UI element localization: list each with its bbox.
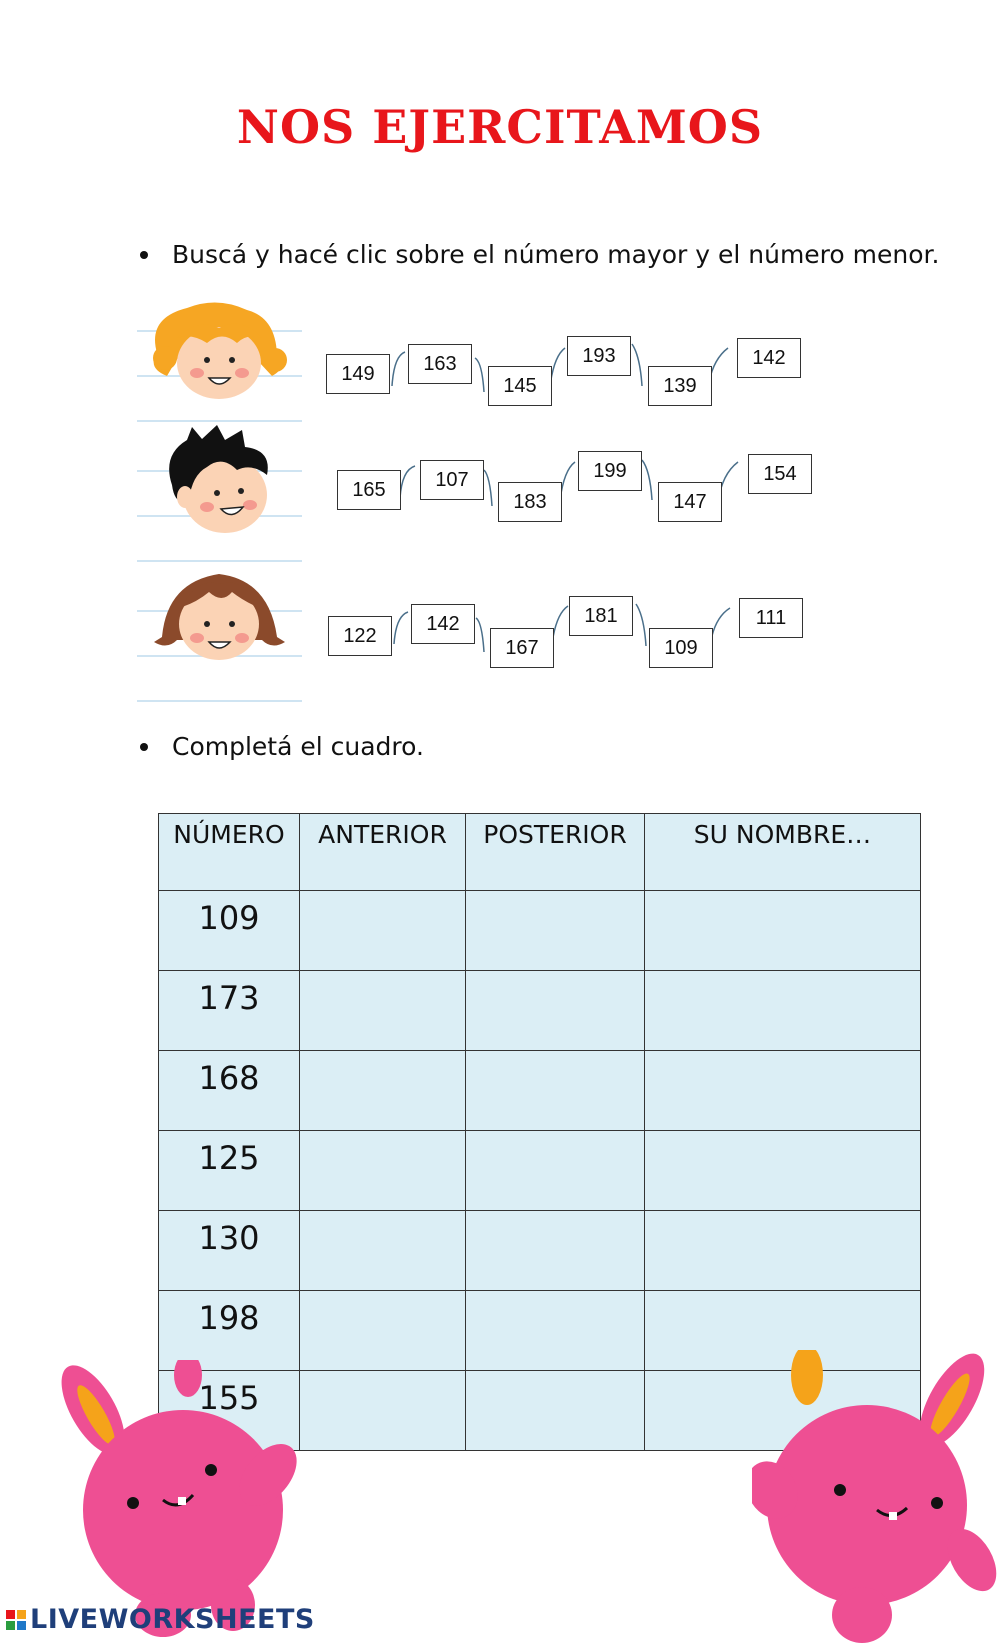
- table-header-row: [159, 814, 921, 891]
- number-box[interactable]: 111: [739, 598, 803, 638]
- logo-mark-icon: [6, 1610, 26, 1630]
- bullet: [140, 743, 148, 751]
- column-header-numero: NÚMERO: [159, 814, 300, 891]
- name-input-cell[interactable]: [645, 1131, 921, 1211]
- name-input-cell[interactable]: [645, 1051, 921, 1131]
- number-box[interactable]: 109: [649, 628, 713, 668]
- anterior-input-cell[interactable]: [300, 1131, 466, 1211]
- number-box[interactable]: 122: [328, 616, 392, 656]
- instruction-find-numbers: [140, 240, 939, 269]
- table-row: [159, 1211, 921, 1291]
- column-header-posterior: POSTERIOR: [466, 814, 645, 891]
- number-box[interactable]: 181: [569, 596, 633, 636]
- table-row: [159, 1051, 921, 1131]
- number-cell: 173: [159, 971, 300, 1051]
- table-row: [159, 1131, 921, 1211]
- girl-blonde-face-icon: [137, 298, 302, 418]
- anterior-input-cell[interactable]: [300, 971, 466, 1051]
- posterior-input-cell[interactable]: [466, 1291, 645, 1371]
- bullet: [140, 251, 148, 259]
- page-title: NOS EJERCITAMOS: [236, 100, 764, 154]
- anterior-input-cell[interactable]: [300, 891, 466, 971]
- logo-text: LIVEWORKSHEETS: [30, 1604, 315, 1635]
- table-row: [159, 971, 921, 1051]
- number-cell: 198: [159, 1291, 300, 1371]
- number-box[interactable]: 142: [737, 338, 801, 378]
- number-box[interactable]: 167: [490, 628, 554, 668]
- number-box[interactable]: 199: [578, 451, 642, 491]
- number-box[interactable]: 165: [337, 470, 401, 510]
- number-box[interactable]: 163: [408, 344, 472, 384]
- number-box[interactable]: 107: [420, 460, 484, 500]
- number-cell: 125: [159, 1131, 300, 1211]
- pink-bunny-left-icon: [48, 1360, 308, 1643]
- liveworksheets-logo: [6, 1604, 315, 1635]
- anterior-input-cell[interactable]: [300, 1371, 466, 1451]
- name-input-cell[interactable]: [645, 891, 921, 971]
- posterior-input-cell[interactable]: [466, 971, 645, 1051]
- anterior-input-cell[interactable]: [300, 1211, 466, 1291]
- name-input-cell[interactable]: [645, 971, 921, 1051]
- number-box[interactable]: 139: [648, 366, 712, 406]
- column-header-anterior: ANTERIOR: [300, 814, 466, 891]
- instruction-text: Completá el cuadro.: [172, 732, 424, 761]
- column-header-su-nombre: SU NOMBRE…: [645, 814, 921, 891]
- number-box[interactable]: 142: [411, 604, 475, 644]
- number-cell: 130: [159, 1211, 300, 1291]
- posterior-input-cell[interactable]: [466, 1211, 645, 1291]
- anterior-input-cell[interactable]: [300, 1291, 466, 1371]
- posterior-input-cell[interactable]: [466, 1371, 645, 1451]
- posterior-input-cell[interactable]: [466, 891, 645, 971]
- posterior-input-cell[interactable]: [466, 1131, 645, 1211]
- number-cell: 109: [159, 891, 300, 971]
- instruction-text: Buscá y hacé clic sobre el número mayor y el número menor.: [172, 240, 940, 269]
- girl-brown-hair-face-icon: [137, 562, 302, 682]
- number-box[interactable]: 147: [658, 482, 722, 522]
- number-box[interactable]: 154: [748, 454, 812, 494]
- name-input-cell[interactable]: [645, 1211, 921, 1291]
- number-cell: 168: [159, 1051, 300, 1131]
- posterior-input-cell[interactable]: [466, 1051, 645, 1131]
- boy-black-hair-face-icon: [137, 425, 302, 545]
- number-cell: 155: [159, 1371, 300, 1451]
- number-box[interactable]: 145: [488, 366, 552, 406]
- instruction-complete-table: [140, 732, 424, 761]
- number-box[interactable]: 183: [498, 482, 562, 522]
- number-box[interactable]: 149: [326, 354, 390, 394]
- pink-bunny-right-icon: [752, 1350, 1000, 1643]
- number-box[interactable]: 193: [567, 336, 631, 376]
- anterior-input-cell[interactable]: [300, 1051, 466, 1131]
- table-row: [159, 891, 921, 971]
